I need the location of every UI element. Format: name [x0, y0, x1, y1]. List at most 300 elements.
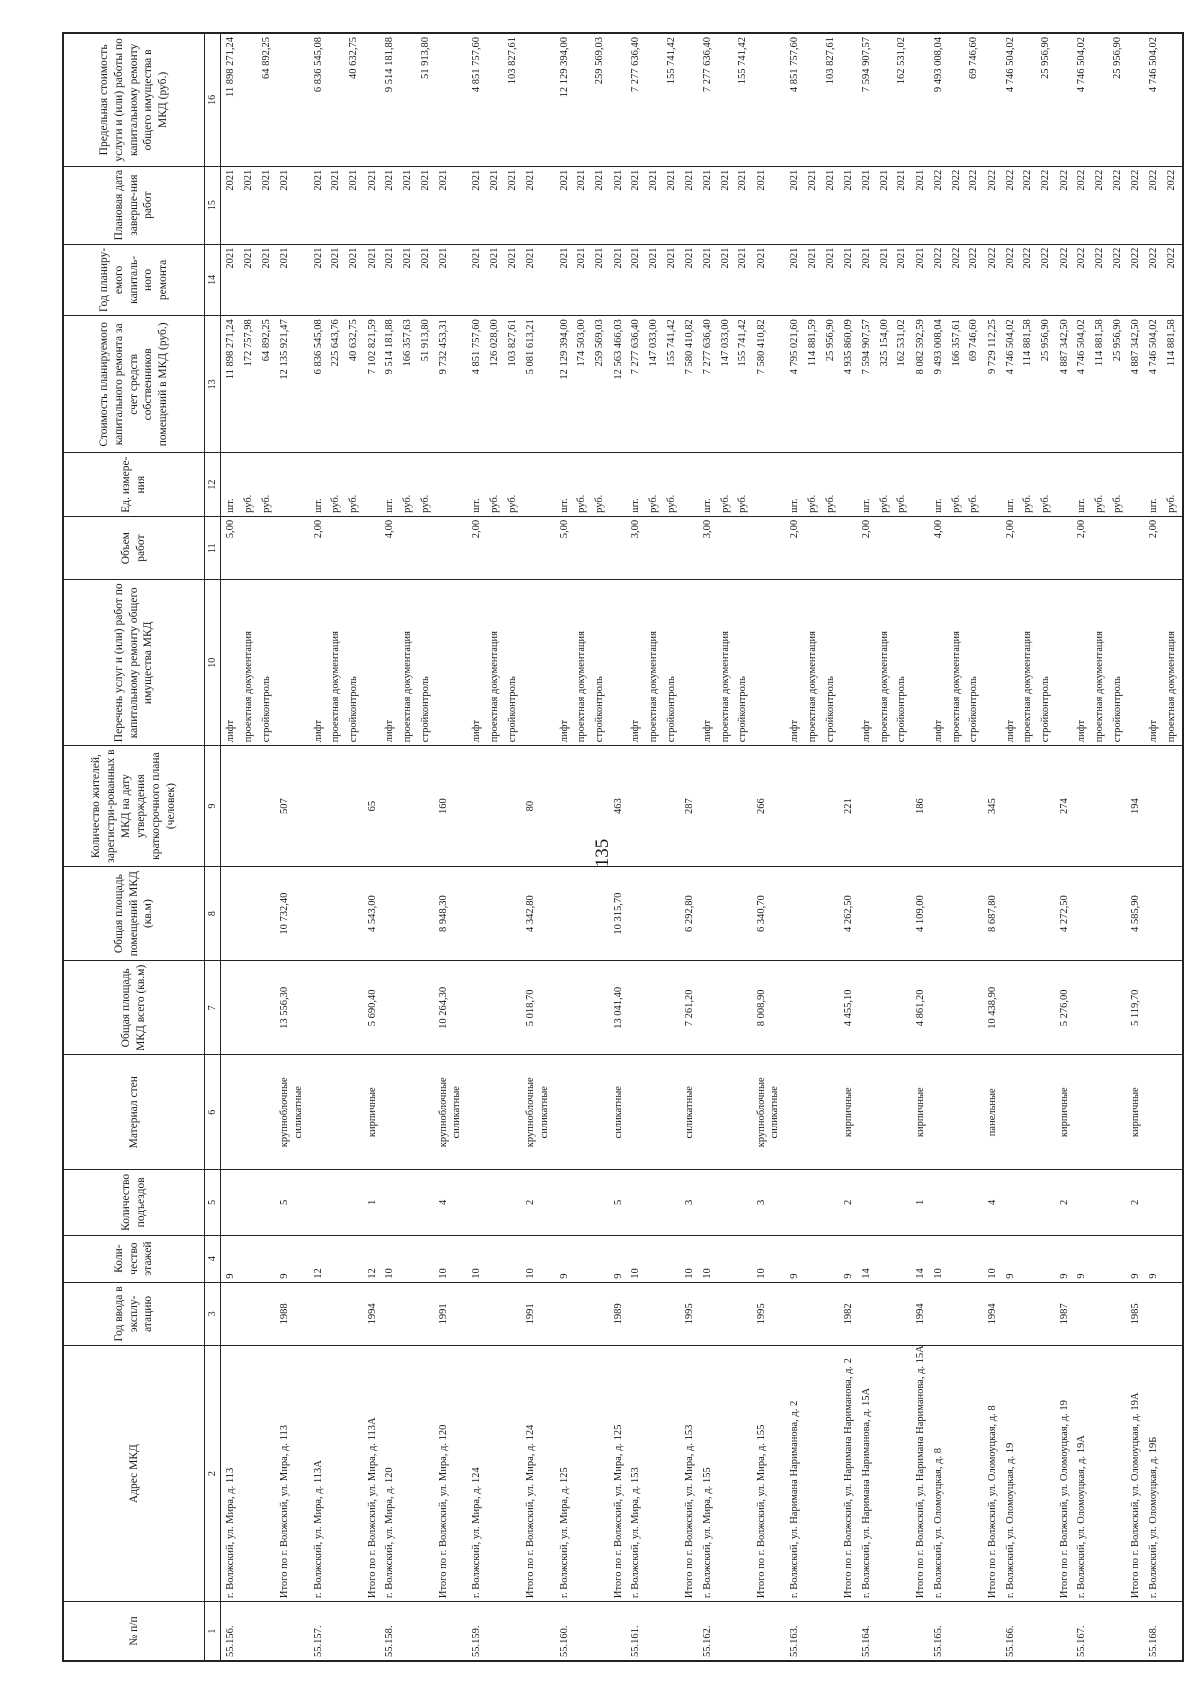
table-cell — [735, 1282, 753, 1345]
table-cell: 2021 — [364, 166, 383, 244]
table-cell — [557, 961, 575, 1055]
table-cell: 2021 — [646, 244, 664, 316]
table-cell — [949, 516, 967, 579]
table-cell: 103 827,61 — [823, 33, 841, 166]
table-cell: стройконтроль — [418, 580, 436, 746]
table-cell: 2022 — [1127, 166, 1146, 244]
table-row — [646, 33, 664, 1661]
table-cell — [805, 746, 823, 867]
table-cell — [840, 580, 859, 746]
table-row — [505, 33, 523, 1661]
table-cell: 4 342,80 — [522, 867, 556, 961]
table-cell: 8 687,80 — [984, 867, 1003, 961]
table-cell: 40 632,75 — [346, 316, 364, 453]
table-cell: 155 741,42 — [664, 316, 682, 453]
table-cell: 2021 — [735, 166, 753, 244]
table-cell: руб. — [1092, 453, 1110, 516]
table-cell — [487, 1055, 505, 1170]
table-cell — [718, 1346, 736, 1602]
table-cell: 2021 — [894, 244, 912, 316]
table-cell: шт. — [1146, 453, 1164, 516]
table-cell — [346, 1346, 364, 1602]
table-cell — [241, 33, 259, 166]
table-cell: 14 — [912, 1235, 931, 1282]
table-cell — [311, 746, 329, 867]
table-cell: 162 531,02 — [894, 33, 912, 166]
table-cell: 55.156. — [221, 1602, 242, 1661]
table-cell — [700, 1282, 718, 1345]
table-cell — [418, 1346, 436, 1602]
table-cell — [805, 516, 823, 579]
table-cell — [664, 1055, 682, 1170]
table-cell — [328, 746, 346, 867]
table-cell — [1020, 746, 1038, 867]
table-cell: 2021 — [221, 244, 242, 316]
table-cell — [877, 1235, 895, 1282]
table-row — [364, 33, 383, 1661]
table-cell: шт. — [931, 453, 949, 516]
table-cell — [859, 867, 877, 961]
table-cell: Итого по г. Волжский, ул. Мира, д. 113 — [276, 1346, 310, 1602]
table-cell: 221 — [840, 746, 859, 867]
table-cell: 10 — [522, 1235, 556, 1282]
table-cell — [1164, 1282, 1183, 1345]
table-cell — [984, 580, 1003, 746]
table-cell — [1127, 1602, 1146, 1661]
table-cell — [487, 746, 505, 867]
table-cell — [859, 1282, 877, 1345]
table-cell — [805, 1602, 823, 1661]
table-cell: 9 — [276, 1235, 310, 1282]
table-cell: 7 277 636,40 — [628, 33, 646, 166]
table-cell: 2021 — [311, 166, 329, 244]
table-cell: 1995 — [753, 1282, 787, 1345]
table-cell — [400, 1055, 418, 1170]
table-cell: 9 732 453,31 — [435, 316, 469, 453]
table-cell: 2021 — [400, 166, 418, 244]
table-cell — [823, 961, 841, 1055]
table-cell: 9 493 008,04 — [931, 33, 949, 166]
table-cell: стройконтроль — [259, 580, 277, 746]
table-cell — [1146, 961, 1164, 1055]
table-cell — [1092, 867, 1110, 961]
column-header: Материал стен — [63, 1055, 205, 1170]
table-cell — [735, 1235, 753, 1282]
table-cell: 345 — [984, 746, 1003, 867]
table-cell — [966, 746, 984, 867]
table-cell — [400, 1602, 418, 1661]
table-cell — [894, 746, 912, 867]
table-cell: 3,00 — [700, 516, 718, 579]
table-cell — [646, 961, 664, 1055]
table-cell: г. Волжский, ул. Оломоуцкая, д. 8 — [931, 1346, 949, 1602]
table-cell — [1038, 1282, 1056, 1345]
table-cell: 166 357,61 — [949, 316, 967, 453]
table-cell: г. Волжский, ул. Мира, д. 125 — [557, 1346, 575, 1602]
column-header: Ед. измере-ния — [63, 453, 205, 516]
table-row — [735, 33, 753, 1661]
table-cell — [805, 1235, 823, 1282]
table-cell — [1092, 1170, 1110, 1236]
table-row — [1056, 33, 1075, 1661]
table-cell — [912, 453, 931, 516]
capital-repair-table — [62, 32, 1184, 1662]
table-cell: шт. — [859, 453, 877, 516]
table-cell — [1110, 1282, 1128, 1345]
table-cell — [311, 867, 329, 961]
table-cell: лифт — [787, 580, 805, 746]
table-cell — [487, 1346, 505, 1602]
table-cell: проектная документация — [1020, 580, 1038, 746]
table-cell: 4 746 504,02 — [1003, 316, 1021, 453]
table-row — [382, 33, 400, 1661]
table-cell — [787, 961, 805, 1055]
table-cell: руб. — [328, 453, 346, 516]
table-cell — [259, 867, 277, 961]
table-cell: 2021 — [418, 244, 436, 316]
table-cell — [1003, 746, 1021, 867]
table-cell: 55.158. — [382, 1602, 400, 1661]
table-cell — [1020, 867, 1038, 961]
table-cell: 12 135 921,47 — [276, 316, 310, 453]
table-cell: лифт — [311, 580, 329, 746]
table-cell — [1110, 961, 1128, 1055]
table-cell — [753, 33, 787, 166]
table-cell: шт. — [787, 453, 805, 516]
table-row — [753, 33, 787, 1661]
table-cell — [418, 1602, 436, 1661]
table-cell — [949, 1602, 967, 1661]
table-cell — [805, 867, 823, 961]
table-row — [610, 33, 629, 1661]
table-cell: стройконтроль — [966, 580, 984, 746]
table-cell — [1164, 867, 1183, 961]
table-cell: 3 — [681, 1170, 700, 1236]
table-cell: 55.167. — [1074, 1602, 1092, 1661]
table-row — [718, 33, 736, 1661]
table-cell — [259, 516, 277, 579]
header-row — [63, 33, 205, 1661]
table-cell: 2021 — [823, 244, 841, 316]
table-cell: лифт — [469, 580, 487, 746]
table-cell — [681, 1602, 700, 1661]
table-cell: 2021 — [276, 166, 310, 244]
table-cell: 2,00 — [1003, 516, 1021, 579]
table-cell — [664, 1346, 682, 1602]
table-cell — [328, 1170, 346, 1236]
table-cell: Итого по г. Волжский, ул. Мира, д. 125 — [610, 1346, 629, 1602]
table-cell — [787, 1170, 805, 1236]
table-cell: 2021 — [787, 166, 805, 244]
table-cell: руб. — [823, 453, 841, 516]
table-cell — [1020, 1170, 1038, 1236]
table-cell: 64 892,25 — [259, 316, 277, 453]
table-cell — [487, 1282, 505, 1345]
table-cell: 2021 — [840, 244, 859, 316]
table-cell: проектная документация — [877, 580, 895, 746]
table-cell: 13 556,30 — [276, 961, 310, 1055]
table-cell: 2022 — [1110, 244, 1128, 316]
table-cell: 55.161. — [628, 1602, 646, 1661]
table-row — [487, 33, 505, 1661]
table-cell: руб. — [1038, 453, 1056, 516]
table-cell — [735, 1170, 753, 1236]
table-cell: 2021 — [753, 244, 787, 316]
table-cell — [966, 1346, 984, 1602]
table-cell — [1164, 961, 1183, 1055]
table-cell: 2022 — [1164, 244, 1183, 316]
table-cell — [1038, 1346, 1056, 1602]
table-cell: 5 119,70 — [1127, 961, 1146, 1055]
table-cell — [912, 516, 931, 579]
table-cell: 2021 — [328, 166, 346, 244]
table-cell — [241, 1282, 259, 1345]
column-number: 14 — [205, 244, 221, 316]
table-cell — [259, 1235, 277, 1282]
table-cell: 9 — [221, 1235, 242, 1282]
table-cell — [1038, 867, 1056, 961]
table-cell — [877, 1346, 895, 1602]
table-cell — [487, 961, 505, 1055]
table-cell: 9 514 181,88 — [382, 33, 400, 166]
table-cell — [1056, 516, 1075, 579]
table-cell: 2021 — [505, 166, 523, 244]
table-cell: 2021 — [276, 244, 310, 316]
table-cell — [966, 516, 984, 579]
table-cell: 172 757,98 — [241, 316, 259, 453]
table-cell: г. Волжский, ул. Оломоуцкая, д. 19 — [1003, 1346, 1021, 1602]
table-cell — [931, 961, 949, 1055]
table-cell: стройконтроль — [346, 580, 364, 746]
table-cell: 55.164. — [859, 1602, 877, 1661]
table-cell — [382, 746, 400, 867]
table-cell: 7 594 907,57 — [859, 33, 877, 166]
table-cell: руб. — [574, 453, 592, 516]
column-header: Количество подъездов — [63, 1170, 205, 1236]
table-cell: 103 827,61 — [505, 33, 523, 166]
table-row — [912, 33, 931, 1661]
table-cell: руб. — [346, 453, 364, 516]
table-row — [1110, 33, 1128, 1661]
table-cell — [1056, 1602, 1075, 1661]
table-cell: г. Волжский, ул. Мира, д. 155 — [700, 1346, 718, 1602]
table-cell — [805, 961, 823, 1055]
table-cell: 10 — [681, 1235, 700, 1282]
table-cell: 2021 — [859, 166, 877, 244]
table-cell: 5,00 — [221, 516, 242, 579]
table-cell — [718, 1282, 736, 1345]
table-cell: 126 028,00 — [487, 316, 505, 453]
table-cell — [1110, 1170, 1128, 1236]
table-cell — [1092, 516, 1110, 579]
table-cell: 65 — [364, 746, 383, 867]
table-cell: 1994 — [912, 1282, 931, 1345]
table-cell: 4 272,50 — [1056, 867, 1075, 961]
table-cell: 4 746 504,02 — [1003, 33, 1021, 166]
column-number-row — [205, 33, 221, 1661]
table-cell — [1146, 1282, 1164, 1345]
table-cell: крупноблочные силикатные — [435, 1055, 469, 1170]
table-cell: 4 262,50 — [840, 867, 859, 961]
table-cell: 2022 — [1020, 244, 1038, 316]
table-cell — [610, 33, 629, 166]
page-number: 135 — [592, 838, 613, 868]
table-cell: 10 — [931, 1235, 949, 1282]
column-header: Количество жителей, зарегистри-рованных в МКД на дату утверждения краткосрочного плана (человек) — [63, 746, 205, 867]
table-cell — [1003, 1170, 1021, 1236]
table-cell: 9 — [1127, 1235, 1146, 1282]
table-cell — [877, 33, 895, 166]
table-cell — [823, 746, 841, 867]
table-cell: 7 102 821,59 — [364, 316, 383, 453]
table-cell — [966, 1235, 984, 1282]
table-cell — [435, 580, 469, 746]
table-cell: г. Волжский, ул. Наримана Нариманова, д. 2 — [787, 1346, 805, 1602]
table-cell: 55.163. — [787, 1602, 805, 1661]
table-cell: 25 956,90 — [1110, 33, 1128, 166]
table-cell: 25 956,90 — [823, 316, 841, 453]
table-cell — [949, 1235, 967, 1282]
table-cell: 325 154,00 — [877, 316, 895, 453]
table-cell: 2022 — [1127, 244, 1146, 316]
table-cell — [418, 516, 436, 579]
table-cell: лифт — [931, 580, 949, 746]
table-cell: 10 — [700, 1235, 718, 1282]
table-row — [681, 33, 700, 1661]
table-cell — [735, 961, 753, 1055]
table-cell — [1146, 867, 1164, 961]
table-cell — [557, 867, 575, 961]
table-cell: проектная документация — [328, 580, 346, 746]
table-cell — [823, 1602, 841, 1661]
table-cell — [787, 1282, 805, 1345]
table-cell: 2021 — [664, 166, 682, 244]
table-cell — [628, 1282, 646, 1345]
table-cell: руб. — [592, 453, 610, 516]
table-cell: 6 836 545,08 — [311, 316, 329, 453]
table-cell — [1020, 1055, 1038, 1170]
table-cell: 8 082 592,59 — [912, 316, 931, 453]
table-cell: 1982 — [840, 1282, 859, 1345]
table-cell — [592, 961, 610, 1055]
table-cell — [435, 33, 469, 166]
table-cell — [805, 1055, 823, 1170]
column-number: 6 — [205, 1055, 221, 1170]
table-cell — [1074, 1055, 1092, 1170]
table-row — [276, 33, 310, 1661]
table-cell — [700, 867, 718, 961]
table-cell — [823, 867, 841, 961]
table-cell — [574, 746, 592, 867]
table-cell — [1110, 516, 1128, 579]
table-cell — [1110, 1602, 1128, 1661]
table-cell — [435, 1602, 469, 1661]
table-cell: 4,00 — [382, 516, 400, 579]
table-cell: проектная документация — [400, 580, 418, 746]
table-cell: 2021 — [221, 166, 242, 244]
table-cell — [877, 516, 895, 579]
table-cell — [949, 746, 967, 867]
column-header: Предельная стоимость услуги и (или) работы по капитальному ремонту общего имущества в МКД (руб.) — [63, 33, 205, 166]
table-cell: Итого по г. Волжский, ул. Наримана Нариманова, д. 2 — [840, 1346, 859, 1602]
table-cell — [664, 867, 682, 961]
column-number: 11 — [205, 516, 221, 579]
table-cell — [259, 961, 277, 1055]
table-cell: 2021 — [522, 244, 556, 316]
table-cell — [1092, 1602, 1110, 1661]
table-cell — [487, 1602, 505, 1661]
table-cell: 2021 — [400, 244, 418, 316]
table-row — [1146, 33, 1164, 1661]
table-cell — [984, 453, 1003, 516]
table-cell — [241, 1235, 259, 1282]
table-cell: г. Волжский, ул. Оломоуцкая, д. 19Б — [1146, 1346, 1164, 1602]
table-cell — [840, 516, 859, 579]
table-cell — [646, 1055, 664, 1170]
table-cell: 174 503,00 — [574, 316, 592, 453]
table-cell — [574, 1346, 592, 1602]
table-cell: руб. — [894, 453, 912, 516]
table-cell — [646, 746, 664, 867]
table-cell: 6 340,70 — [753, 867, 787, 961]
table-cell: 25 956,90 — [1110, 316, 1128, 453]
column-number: 10 — [205, 580, 221, 746]
table-cell — [311, 1170, 329, 1236]
table-cell — [894, 1170, 912, 1236]
table-cell: 4 — [984, 1170, 1003, 1236]
table-cell: 2022 — [931, 244, 949, 316]
table-row — [877, 33, 895, 1661]
table-cell — [522, 516, 556, 579]
table-cell — [1164, 1602, 1183, 1661]
table-cell: 2022 — [1038, 244, 1056, 316]
table-cell — [877, 1170, 895, 1236]
table-cell — [931, 746, 949, 867]
table-cell — [877, 1282, 895, 1345]
table-cell: 55.162. — [700, 1602, 718, 1661]
table-cell — [418, 1055, 436, 1170]
table-cell — [592, 1346, 610, 1602]
column-header: Адрес МКД — [63, 1346, 205, 1602]
table-cell: кирпичные — [1127, 1055, 1146, 1170]
table-cell: шт. — [700, 453, 718, 516]
table-cell: проектная документация — [487, 580, 505, 746]
table-cell — [735, 867, 753, 961]
table-cell — [646, 1170, 664, 1236]
table-cell — [1092, 1235, 1110, 1282]
table-cell — [859, 961, 877, 1055]
table-cell: 5 — [610, 1170, 629, 1236]
table-cell: 12 — [364, 1235, 383, 1282]
table-cell — [505, 516, 523, 579]
table-cell: 2022 — [984, 166, 1003, 244]
table-cell: 2021 — [628, 166, 646, 244]
table-cell — [400, 1346, 418, 1602]
table-cell: руб. — [418, 453, 436, 516]
table-cell — [276, 453, 310, 516]
table-cell — [259, 746, 277, 867]
table-cell: 9 — [1074, 1235, 1092, 1282]
table-cell — [469, 1282, 487, 1345]
table-cell — [574, 33, 592, 166]
table-cell — [823, 516, 841, 579]
table-cell — [221, 1055, 242, 1170]
table-cell — [1038, 1170, 1056, 1236]
table-cell: 2021 — [505, 244, 523, 316]
table-cell: 2021 — [805, 166, 823, 244]
table-cell: 155 741,42 — [664, 33, 682, 166]
table-cell — [681, 580, 700, 746]
